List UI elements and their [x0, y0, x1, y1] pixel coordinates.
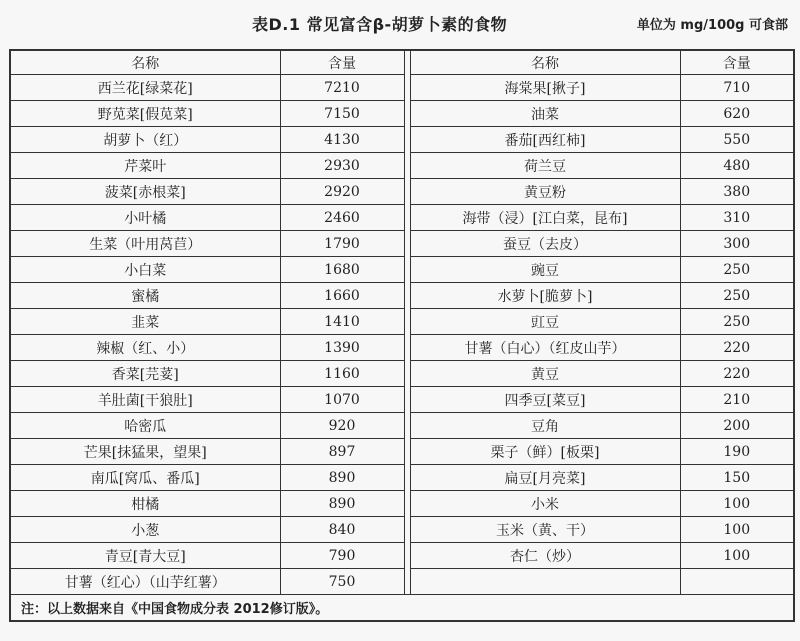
- food-amount-cell: 380: [680, 179, 794, 205]
- food-name-cell: 西兰花[绿菜花]: [10, 75, 280, 101]
- food-amount-cell: 7150: [280, 101, 404, 127]
- food-name-cell: 杏仁（炒）: [410, 543, 680, 569]
- food-amount-cell: 1410: [280, 309, 404, 335]
- food-amount-cell: 4130: [280, 127, 404, 153]
- food-name-cell: 香菜[芫荽]: [10, 361, 280, 387]
- food-name-cell: 油菜: [410, 101, 680, 127]
- food-amount-cell: 790: [280, 543, 404, 569]
- food-amount-cell: 2460: [280, 205, 404, 231]
- food-name-cell: 野苋菜[假苋菜]: [10, 101, 280, 127]
- food-amount-cell: 920: [280, 413, 404, 439]
- food-table-container: [9, 49, 793, 622]
- food-amount-cell: 1660: [280, 283, 404, 309]
- food-amount-cell: 100: [680, 543, 794, 569]
- food-name-cell: 辣椒（红、小）: [10, 335, 280, 361]
- unit-label: 单位为 mg/100g 可食部: [636, 18, 788, 33]
- food-name-cell: 羊肚菌[干狼肚]: [10, 387, 280, 413]
- food-amount-cell: 220: [680, 361, 794, 387]
- table-row: [10, 569, 794, 595]
- food-amount-cell: 1790: [280, 231, 404, 257]
- food-name-cell: 菠菜[赤根菜]: [10, 179, 280, 205]
- food-amount-cell: 190: [680, 439, 794, 465]
- table-row: [10, 413, 794, 439]
- food-name-cell: 柑橘: [10, 491, 280, 517]
- food-name-cell: 扁豆[月亮菜]: [410, 465, 680, 491]
- food-amount-cell: 7210: [280, 75, 404, 101]
- food-amount-cell: 210: [680, 387, 794, 413]
- food-name-cell: 豆角: [410, 413, 680, 439]
- table-row: [10, 257, 794, 283]
- food-name-cell: 胡萝卜（红）: [10, 127, 280, 153]
- table-row: [10, 361, 794, 387]
- header-name-left: 名称: [10, 50, 280, 75]
- food-name-cell: 小米: [410, 491, 680, 517]
- table-row: [10, 205, 794, 231]
- food-name-cell: 哈密瓜: [10, 413, 280, 439]
- food-amount-cell: 550: [680, 127, 794, 153]
- food-amount-cell: 2930: [280, 153, 404, 179]
- table-row: [10, 491, 794, 517]
- food-name-cell: 韭菜: [10, 309, 280, 335]
- header-amount-right: 含量: [680, 50, 794, 75]
- food-name-cell: 黄豆: [410, 361, 680, 387]
- table-row: [10, 517, 794, 543]
- food-amount-cell: 1070: [280, 387, 404, 413]
- food-name-cell: 栗子（鲜）[板栗]: [410, 439, 680, 465]
- food-amount-cell: 1680: [280, 257, 404, 283]
- food-amount-cell: 310: [680, 205, 794, 231]
- food-name-cell: 生菜（叶用莴苣）: [10, 231, 280, 257]
- table-row: [10, 101, 794, 127]
- source-note: 注：以上数据来自《中国食物成分表 2012修订版》。: [10, 595, 794, 622]
- table-row: [10, 335, 794, 361]
- food-amount-cell: 750: [280, 569, 404, 595]
- table-row: [10, 283, 794, 309]
- food-name-cell: 番茄[西红柿]: [410, 127, 680, 153]
- food-name-cell: [410, 569, 680, 595]
- food-name-cell: 海棠果[揪子]: [410, 75, 680, 101]
- food-name-cell: 小叶橘: [10, 205, 280, 231]
- table-title: 表D.1 常见富含β-胡萝卜素的食物: [252, 15, 508, 34]
- food-name-cell: 豌豆: [410, 257, 680, 283]
- note-row: [10, 595, 794, 622]
- table-row: [10, 465, 794, 491]
- food-name-cell: 蚕豆（去皮）: [410, 231, 680, 257]
- food-amount-cell: 300: [680, 231, 794, 257]
- table-row: [10, 543, 794, 569]
- food-amount-cell: 840: [280, 517, 404, 543]
- food-amount-cell: 890: [280, 465, 404, 491]
- table-row: [10, 127, 794, 153]
- table-row: [10, 75, 794, 101]
- food-table: [9, 49, 795, 622]
- food-amount-cell: 890: [280, 491, 404, 517]
- table-row: [10, 179, 794, 205]
- food-amount-cell: 897: [280, 439, 404, 465]
- food-amount-cell: 220: [680, 335, 794, 361]
- header-row: [10, 50, 794, 75]
- food-amount-cell: 150: [680, 465, 794, 491]
- food-name-cell: 豇豆: [410, 309, 680, 335]
- header-name-right: 名称: [410, 50, 680, 75]
- table-row: [10, 439, 794, 465]
- food-amount-cell: 250: [680, 283, 794, 309]
- food-amount-cell: 250: [680, 257, 794, 283]
- food-name-cell: 海带（浸）[江白菜，昆布]: [410, 205, 680, 231]
- food-amount-cell: 100: [680, 491, 794, 517]
- header-amount-left: 含量: [280, 50, 404, 75]
- food-amount-cell: 200: [680, 413, 794, 439]
- food-amount-cell: 710: [680, 75, 794, 101]
- table-row: [10, 231, 794, 257]
- food-name-cell: 小白菜: [10, 257, 280, 283]
- food-name-cell: 黄豆粉: [410, 179, 680, 205]
- food-name-cell: 玉米（黄、干）: [410, 517, 680, 543]
- food-amount-cell: 480: [680, 153, 794, 179]
- food-amount-cell: 1160: [280, 361, 404, 387]
- food-name-cell: 蜜橘: [10, 283, 280, 309]
- food-name-cell: 芹菜叶: [10, 153, 280, 179]
- food-amount-cell: 1390: [280, 335, 404, 361]
- food-name-cell: 甘薯（白心）（红皮山芋）: [410, 335, 680, 361]
- food-amount-cell: 2920: [280, 179, 404, 205]
- table-row: [10, 153, 794, 179]
- food-name-cell: 小葱: [10, 517, 280, 543]
- food-name-cell: 荷兰豆: [410, 153, 680, 179]
- food-name-cell: 水萝卜[脆萝卜]: [410, 283, 680, 309]
- table-row: [10, 309, 794, 335]
- food-name-cell: 青豆[青大豆]: [10, 543, 280, 569]
- food-name-cell: 南瓜[窝瓜、番瓜]: [10, 465, 280, 491]
- food-amount-cell: 620: [680, 101, 794, 127]
- food-amount-cell: 100: [680, 517, 794, 543]
- food-name-cell: 四季豆[菜豆]: [410, 387, 680, 413]
- food-amount-cell: [680, 569, 794, 595]
- food-name-cell: 芒果[抹猛果，望果]: [10, 439, 280, 465]
- food-name-cell: 甘薯（红心）（山芋红薯）: [10, 569, 280, 595]
- table-row: [10, 387, 794, 413]
- food-amount-cell: 250: [680, 309, 794, 335]
